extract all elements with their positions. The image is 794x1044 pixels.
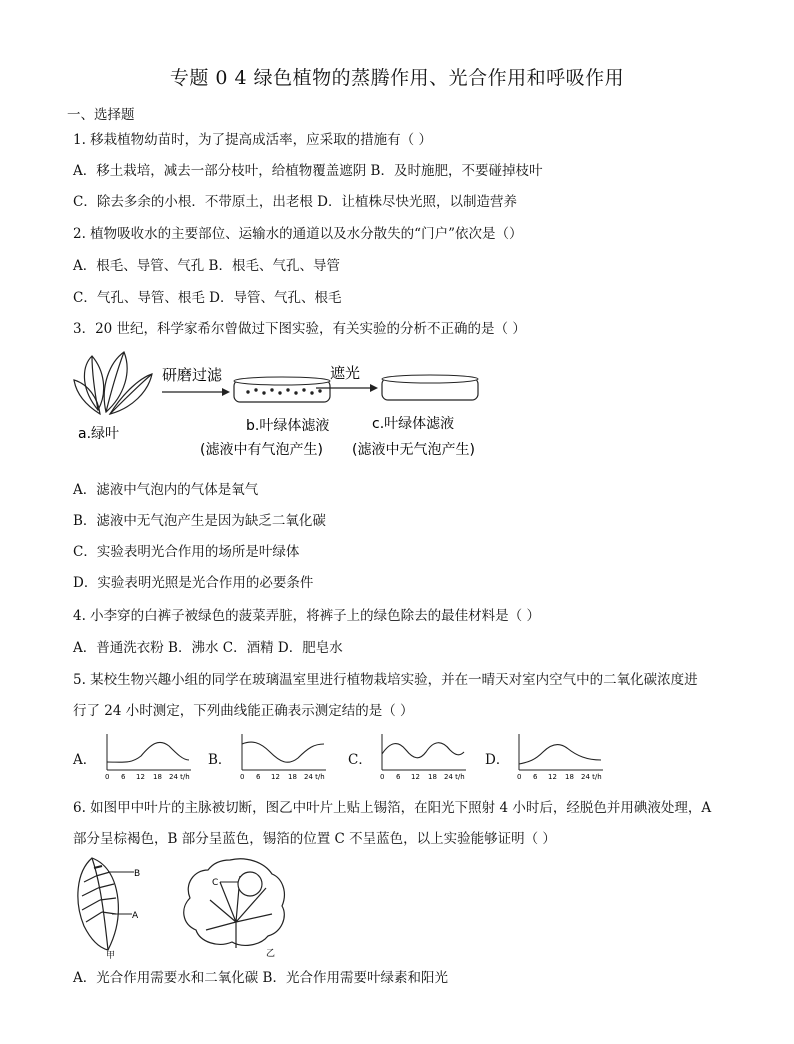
svg-text:12: 12 (548, 773, 557, 781)
svg-text:18: 18 (428, 773, 437, 781)
q1-options-cd: C．除去多余的小根．不带原土，出老根 D．让植株尽快光照，以制造营养 (73, 194, 517, 210)
q3-option-d: D．实验表明光照是光合作用的必要条件 (73, 575, 314, 591)
svg-text:24 t/h: 24 t/h (444, 773, 465, 781)
q2-options-cd: C．气孔、导管、根毛 D．导管、气孔、根毛 (73, 290, 342, 306)
svg-text:6: 6 (396, 773, 401, 781)
q1-stem: 1. 移栽植物幼苗时，为了提高成活率，应采取的措施有（ ） (73, 132, 432, 148)
q5-label-b: B． (208, 752, 232, 768)
arrowhead-icon (222, 388, 230, 396)
page-title: 专题 0 4 绿色植物的蒸腾作用、光合作用和呼吸作用 (169, 67, 625, 89)
q5-graph-d (507, 732, 617, 782)
fig-label-c: C (212, 878, 219, 888)
q3-figure (70, 348, 500, 468)
q5-stem-line2: 行了 24 小时测定，下列曲线能正确表示测定结的是（ ） (73, 703, 414, 719)
green-leaf-icon (74, 352, 152, 414)
q5-label-d: D． (485, 752, 510, 768)
svg-text:18: 18 (153, 773, 162, 781)
svg-text:0: 0 (105, 773, 110, 781)
svg-text:24 t/h: 24 t/h (304, 773, 325, 781)
fig-arrow2-label: 遮光 (330, 364, 361, 382)
section-heading: 一、选择题 (67, 107, 135, 123)
q6-figure (70, 852, 300, 962)
q2-stem: 2. 植物吸收水的主要部位、运输水的通道以及水分散失的“门户”依次是（） (73, 226, 523, 242)
svg-text:12: 12 (136, 773, 145, 781)
svg-text:24 t/h: 24 t/h (581, 773, 602, 781)
q5-label-c: C． (348, 752, 372, 768)
svg-text:0: 0 (517, 773, 522, 781)
q3-stem: 3．20 世纪，科学家希尔曾做过下图实验，有关实验的分析不正确的是（ ） (73, 321, 526, 337)
q4-stem: 4. 小李穿的白裤子被绿色的菠菜弄脏，将裤子上的绿色除去的最佳材料是（ ） (73, 608, 540, 624)
q2-options-ab: A．根毛、导管、气孔 B．根毛、气孔、导管 (73, 258, 340, 274)
q5-graphs (73, 732, 733, 782)
q5-label-a: A． (73, 752, 97, 768)
fig-label-c1: c.叶绿体滤液 (372, 416, 455, 432)
q4-options: A．普通洗衣粉 B．沸水 C．酒精 D．肥皂水 (73, 640, 343, 656)
q3-option-a: A．滤液中气泡内的气体是氧气 (73, 482, 259, 498)
foil-leaf-icon (184, 859, 285, 948)
fig-arrow1-label: 研磨过滤 (162, 366, 223, 384)
svg-text:18: 18 (288, 773, 297, 781)
fig-label-c2: (滤液中无气泡产生) (352, 442, 475, 458)
q3-option-c: C．实验表明光合作用的场所是叶绿体 (73, 544, 300, 560)
fig-label-b: B (134, 869, 141, 879)
svg-text:6: 6 (121, 773, 126, 781)
q3-option-b: B．滤液中无气泡产生是因为缺乏二氧化碳 (73, 513, 326, 529)
svg-text:0: 0 (380, 773, 385, 781)
svg-text:24 t/h: 24 t/h (169, 773, 190, 781)
arrowhead-icon-2 (370, 384, 378, 392)
svg-text:12: 12 (411, 773, 420, 781)
q1-options-ab: A．移土栽培，减去一部分枝叶，给植物覆盖遮阴 B．及时施肥，不要碰掉枝叶 (73, 163, 543, 179)
petri-dish-bubbles-icon (234, 377, 330, 402)
fig-label-yi: 乙 (266, 949, 276, 959)
fig-label-b1: b.叶绿体滤液 (246, 418, 330, 434)
fig-label-jia: 甲 (106, 951, 116, 961)
q5-stem-line1: 5. 某校生物兴趣小组的同学在玻璃温室里进行植物栽培实验，并在一晴天对室内空气中的二氧化碳浓度进 (73, 672, 698, 688)
fig-label-a: A (132, 911, 139, 921)
fig-label-a: a.绿叶 (78, 426, 120, 442)
q5-graph-a (95, 732, 205, 782)
svg-text:0: 0 (240, 773, 245, 781)
q6-stem-line1: 6. 如图甲中叶片的主脉被切断，图乙中叶片上贴上锡箔，在阳光下照射 4 小时后，经脱色并用碘液处理，A (73, 800, 712, 816)
q6-options-ab: A．光合作用需要水和二氧化碳 B．光合作用需要叶绿素和阳光 (73, 970, 448, 986)
petri-dish-empty-icon (382, 375, 478, 400)
q5-graph-c (370, 732, 480, 782)
svg-text:18: 18 (565, 773, 574, 781)
svg-text:6: 6 (533, 773, 538, 781)
q5-graph-b (230, 732, 340, 782)
q6-stem-line2: 部分呈棕褐色，B 部分呈蓝色，锡箔的位置 C 不呈蓝色，以上实验能够证明（ ） (73, 831, 556, 847)
svg-text:12: 12 (271, 773, 280, 781)
fig-label-b2: (滤液中有气泡产生) (200, 442, 323, 458)
svg-text:6: 6 (256, 773, 261, 781)
